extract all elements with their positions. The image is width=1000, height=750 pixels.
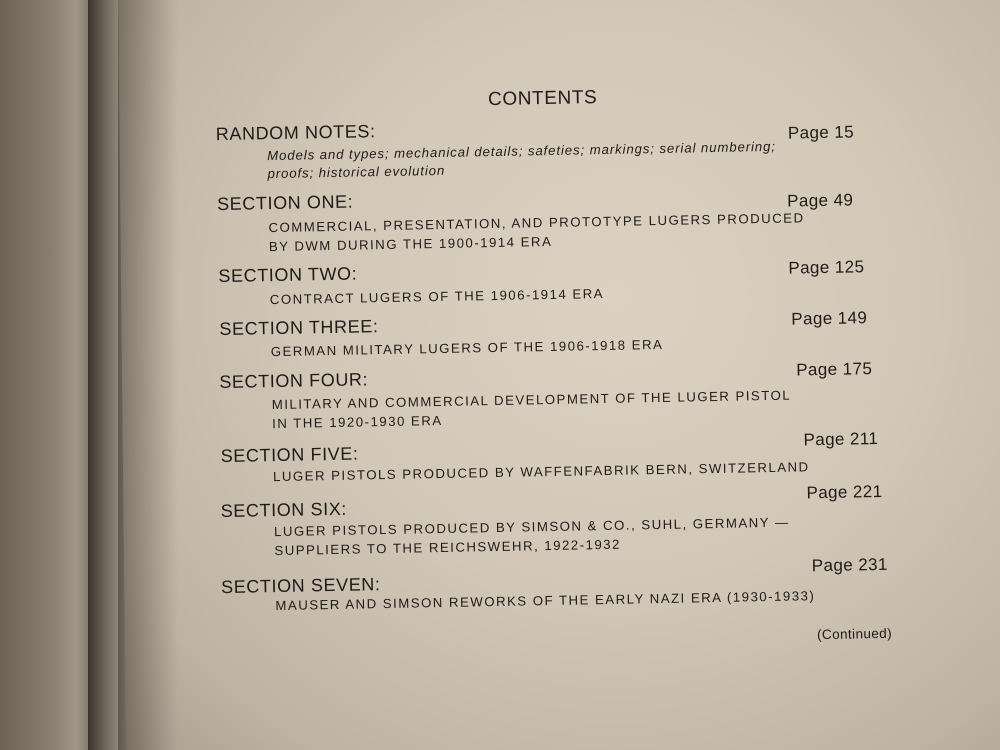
entry-description-line: proofs; historical evolution <box>267 162 446 182</box>
page-title: CONTENTS <box>487 87 598 111</box>
entry-page-number: Page 149 <box>791 308 868 329</box>
entry-heading: SECTION FIVE: <box>220 443 359 467</box>
entry-description-line: CONTRACT LUGERS OF THE 1906-1914 ERA <box>269 286 605 308</box>
entry-heading: SECTION SIX: <box>220 498 348 522</box>
entry-description-line: SUPPLIERS TO THE REICHSWEHR, 1922-1932 <box>274 536 622 559</box>
entry-heading: SECTION SEVEN: <box>220 574 381 598</box>
entry-description-line: BY DWM DURING THE 1900-1914 ERA <box>268 233 553 255</box>
entry-description-line: MAUSER AND SIMSON REWORKS OF THE EARLY NAZI ERA (1930-1933) <box>275 588 816 614</box>
entry-description-line: COMMERCIAL, PRESENTATION, AND PROTOTYPE LUGERS PRODUCED <box>268 210 805 236</box>
entry-description-line: GERMAN MILITARY LUGERS OF THE 1906-1918 ERA <box>270 336 664 360</box>
entry-page-number: Page 175 <box>796 359 873 380</box>
entry-page-number: Page 221 <box>806 481 883 503</box>
entry-heading: SECTION THREE: <box>219 316 379 340</box>
entry-page-number: Page 231 <box>811 554 888 576</box>
continued-note: (Continued) <box>816 625 893 643</box>
entry-description-line: LUGER PISTOLS PRODUCED BY SIMSON & CO., SUHL, GERMANY — <box>273 514 790 540</box>
entry-page-number: Page 211 <box>803 429 879 450</box>
entry-heading: SECTION TWO: <box>218 263 358 287</box>
entry-heading: SECTION ONE: <box>216 191 354 215</box>
entry-page-number: Page 15 <box>787 122 855 143</box>
entry-description-line: MILITARY AND COMMERCIAL DEVELOPMENT OF THE LUGER PISTOL <box>271 387 792 413</box>
entry-description-line: Models and types; mechanical details; safeties; markings; serial numbering; <box>267 138 777 164</box>
entry-description-line: IN THE 1920-1930 ERA <box>271 412 443 432</box>
entry-page-number: Page 49 <box>786 190 854 211</box>
entry-heading: RANDOM NOTES: <box>215 121 376 145</box>
entry-heading: SECTION FOUR: <box>219 369 369 393</box>
entry-description-line: LUGER PISTOLS PRODUCED BY WAFFENFABRIK BERN, SWITZERLAND <box>272 459 810 485</box>
entry-page-number: Page 125 <box>788 257 865 278</box>
